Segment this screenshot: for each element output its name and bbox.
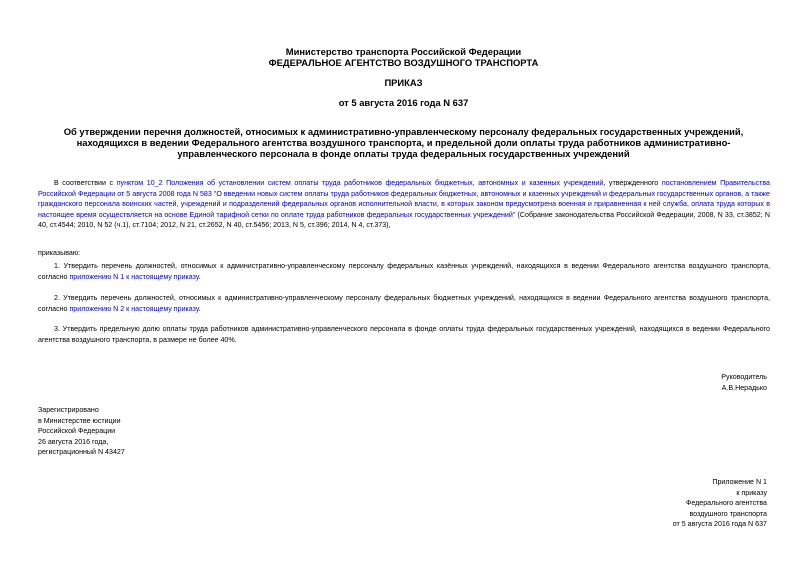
registration-line: Зарегистрировано: [38, 406, 99, 414]
order-word: приказываю:: [38, 249, 81, 257]
document-type: ПРИКАЗ: [384, 77, 423, 88]
order-item-end: .: [198, 304, 201, 313]
appendix-1-link[interactable]: приложению N 1 к настоящему приказу: [69, 272, 199, 281]
appendix-line: Федерального агентства: [685, 499, 767, 508]
registration-line: регистрационный N 43427: [38, 448, 125, 457]
government-decree-link[interactable]: постановлением Правительства Российской Федерации от 5 августа 2008 года N 583 "О введении новых систем оплаты труда работников федеральных бюджетных, автономных и казенных учреждений и федеральных государственных органов, а также гражданского персонала воинских частей, учреждений и подразделений федеральных органов исполнительной власти, в которых законом предусмотрена военная и приравненная к ней служба, оплата труда которых в настоящее время осуществляется на основе Единой тарифной сетки по оплате труда работников федеральных государственных учреждений": [38, 179, 770, 219]
appendix-line: к приказу: [736, 488, 767, 497]
registration-line: в Министерстве юстиции: [38, 416, 121, 425]
preamble-tail: (Собрание законодательства Российской Федерации, 2008, N 33, ст.3852; N 40, ст.4544; 2010, N 52 (ч.1), ст.7104; 2012, N 21, ст.2652, N 40, ст.5456; 2013, N 5, ст.396; 2014, N 4, ст.373),: [38, 210, 771, 230]
order-item-2: [38, 293, 770, 314]
appendix-line: от 5 августа 2016 года N 637: [672, 520, 767, 529]
registration-line: Российской Федерации: [38, 427, 116, 436]
preamble-mid: , утвержденного: [603, 179, 662, 187]
order-item-text: 3. Утвердить предельную долю оплаты труда работников административно-управленческого персонала в фонде оплаты труда федеральных государственных учреждений, находящихся в ведении Федерального агентства воздушного транспорта, в размере не более 40%.: [38, 325, 770, 344]
signer-position: Руководитель: [721, 373, 767, 381]
appendix-header: [673, 477, 767, 530]
order-item-text: 2. Утвердить перечень должностей, относимых к административно-управленческому персоналу федеральных бюджетных учреждений, находящихся в ведении Федерального агентства воздушного транспорта, согласно: [38, 294, 770, 313]
document-title: Об утверждении перечня должностей, относимых к административно-управленческому персоналу федеральных государственных учреждений, находящихся в ведении Федерального агентства воздушного транспорта, и предельной доли оплаты труда работников административно-управленческого персонала в фонде оплаты труда федеральных государственных учреждений: [63, 126, 744, 159]
appendix-2-link[interactable]: приложению N 2 к настоящему приказу: [69, 304, 199, 313]
signature-block: [721, 372, 767, 393]
order-item-3: [38, 324, 770, 345]
order-item-end: .: [198, 272, 201, 281]
signer-name: А.В.Нерадько: [721, 383, 767, 392]
ministry-name: Министерство транспорта Российской Федерации: [285, 46, 522, 57]
preamble-intro: В соответствии с: [54, 179, 117, 187]
registration-line: 26 августа 2016 года,: [38, 437, 109, 446]
preamble-paragraph: [38, 178, 770, 231]
registration-block: [38, 405, 125, 458]
order-item-text: 1. Утвердить перечень должностей, относимых к административно-управленческому персоналу федеральных казённых учреждений, находящихся в ведении Федерального агентства воздушного транспорта, согласно: [38, 262, 770, 281]
agency-name: ФЕДЕРАЛЬНОЕ АГЕНТСТВО ВОЗДУШНОГО ТРАНСПОРТА: [268, 57, 539, 68]
regulation-link[interactable]: пунктом 10_2 Положения об установлении систем оплаты труда работников федеральных бюджетных, автономных и казенных учреждений: [116, 179, 604, 187]
appendix-line: Приложение N 1: [712, 478, 767, 486]
appendix-line: воздушного транспорта: [689, 509, 767, 518]
document-date-number: от 5 августа 2016 года N 637: [338, 97, 469, 108]
order-item-1: [38, 261, 770, 282]
